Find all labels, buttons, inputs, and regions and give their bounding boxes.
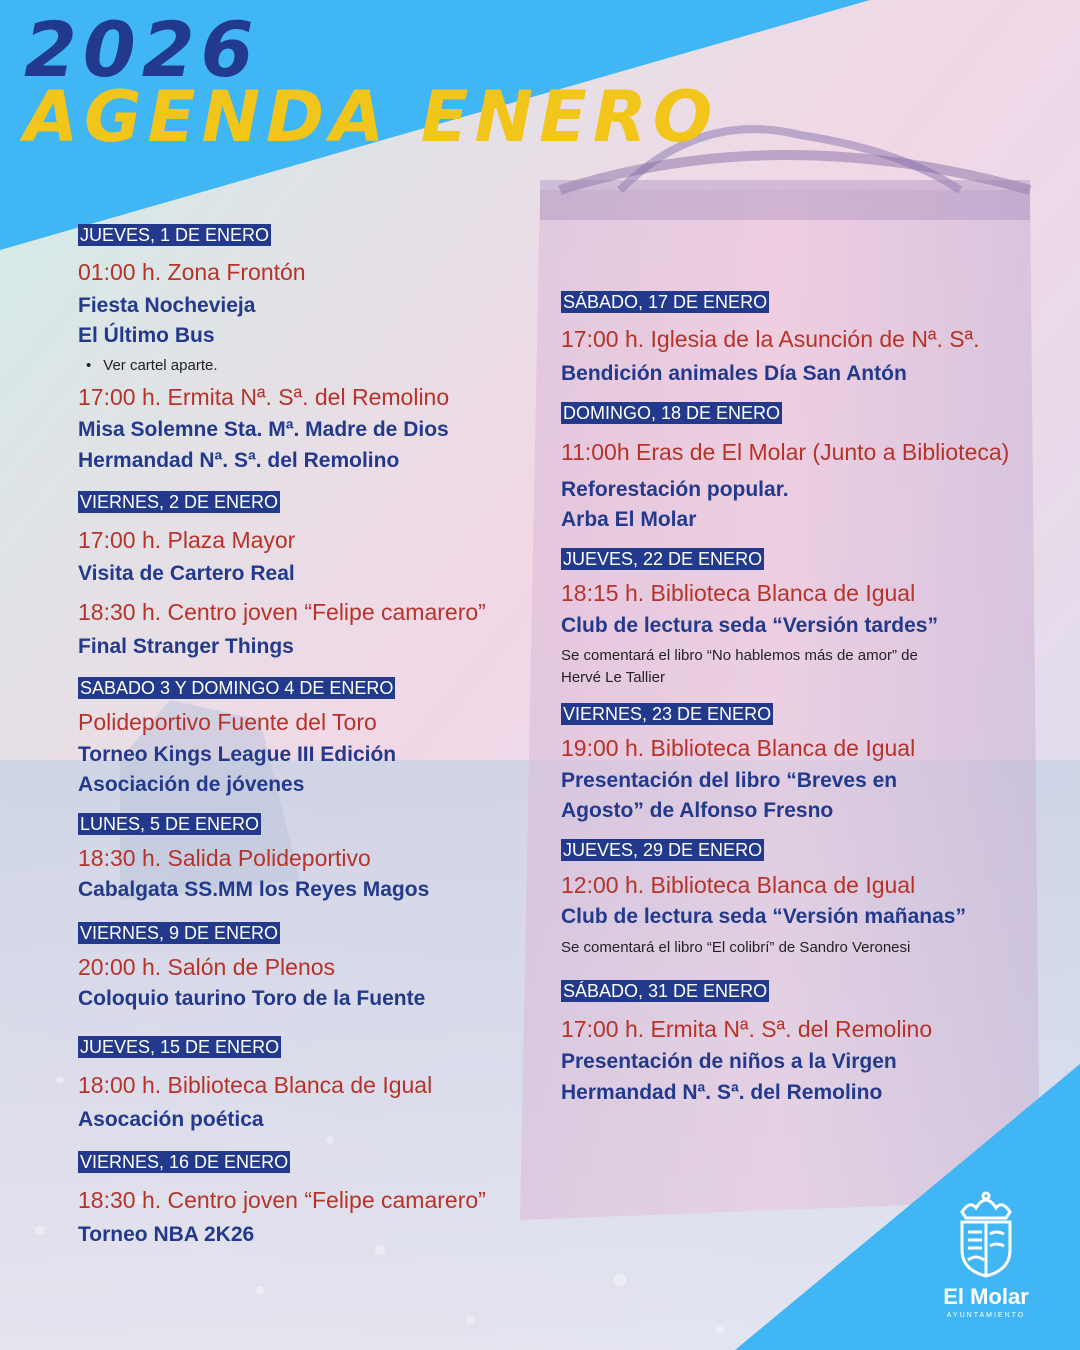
event-date: VIERNES, 16 DE ENERO <box>80 1152 289 1172</box>
event-time-place: 17:00 h. Iglesia de la Asunción de Nª. Sª. <box>561 326 980 352</box>
event-date: SÁBADO, 17 DE ENERO <box>563 292 768 312</box>
event-description: Hermandad Nª. Sª. del Remolino <box>561 1081 883 1104</box>
event-description: Presentación del libro “Breves en <box>561 769 898 792</box>
event-time-place: 18:30 h. Centro joven “Felipe camarero” <box>78 599 486 625</box>
event-date: VIERNES, 9 DE ENERO <box>80 923 279 943</box>
event-description: Misa Solemne Sta. Mª. Madre de Dios <box>78 418 449 441</box>
event-description: Reforestación popular. <box>561 478 789 501</box>
event-time-place: 17:00 h. Ermita Nª. Sª. del Remolino <box>561 1016 933 1042</box>
logo-name: El Molar <box>943 1284 1029 1309</box>
event-description: Arba El Molar <box>561 508 697 531</box>
event-description: Final Stranger Things <box>78 635 294 658</box>
event-description: Presentación de niños a la Virgen <box>561 1050 897 1073</box>
event-time-place: 17:00 h. Plaza Mayor <box>78 527 296 553</box>
event-time-place: 18:30 h. Centro joven “Felipe camarero” <box>78 1187 486 1213</box>
event-time-place: 11:00h Eras de El Molar (Junto a Biblioteca) <box>561 439 1010 465</box>
year-heading: 2026 <box>24 5 260 94</box>
event-description: Asociación de jóvenes <box>78 773 305 796</box>
coat-of-arms-icon <box>954 1190 1018 1280</box>
event-description: Bendición animales Día San Antón <box>561 362 907 385</box>
event-time-place: 01:00 h. Zona Frontón <box>78 259 306 285</box>
event-date: JUEVES, 15 DE ENERO <box>80 1037 280 1057</box>
event-date: JUEVES, 22 DE ENERO <box>563 549 763 569</box>
event-time-place: 18:30 h. Salida Polideportivo <box>78 845 371 871</box>
event-note: Se comentará el libro “El colibrí” de Sandro Veronesi <box>561 939 911 956</box>
event-time-place: 17:00 h. Ermita Nª. Sª. del Remolino <box>78 384 450 410</box>
event-date: VIERNES, 2 DE ENERO <box>80 492 279 512</box>
event-description: El Último Bus <box>78 324 215 347</box>
event-date: DOMINGO, 18 DE ENERO <box>563 403 781 423</box>
event-note: Hervé Le Tallier <box>561 669 665 686</box>
event-date: JUEVES, 1 DE ENERO <box>80 225 270 245</box>
event-description: Torneo Kings League III Edición <box>78 743 397 766</box>
event-description: Fiesta Nochevieja <box>78 294 256 317</box>
event-date: JUEVES, 29 DE ENERO <box>563 840 763 860</box>
event-description: Club de lectura seda “Versión mañanas” <box>561 905 966 928</box>
event-description: Agosto” de Alfonso Fresno <box>561 799 834 822</box>
event-description: Visita de Cartero Real <box>78 562 295 585</box>
event-time-place: Polideportivo Fuente del Toro <box>78 709 377 735</box>
event-note: Se comentará el libro “No hablemos más de amor” de <box>561 647 918 664</box>
event-description: Club de lectura seda “Versión tardes” <box>561 614 938 637</box>
event-date: SÁBADO, 31 DE ENERO <box>563 981 768 1001</box>
event-description: Hermandad Nª. Sª. del Remolino <box>78 449 400 472</box>
event-time-place: 20:00 h. Salón de Plenos <box>78 954 336 980</box>
event-description: Torneo NBA 2K26 <box>78 1223 255 1246</box>
event-date: LUNES, 5 DE ENERO <box>80 814 260 834</box>
event-time-place: 12:00 h. Biblioteca Blanca de Igual <box>561 872 916 898</box>
el-molar-logo <box>926 1190 1046 1319</box>
event-time-place: 18:15 h. Biblioteca Blanca de Igual <box>561 580 916 606</box>
event-date: SABADO 3 Y DOMINGO 4 DE ENERO <box>80 678 394 698</box>
agenda-title: AGENDA ENERO <box>24 76 719 158</box>
event-description: Asocación poética <box>78 1108 264 1131</box>
event-note: • Ver cartel aparte. <box>78 355 218 377</box>
event-time-place: 19:00 h. Biblioteca Blanca de Igual <box>561 735 916 761</box>
event-time-place: 18:00 h. Biblioteca Blanca de Igual <box>78 1072 433 1098</box>
event-description: Coloquio taurino Toro de la Fuente <box>78 987 426 1010</box>
event-date: VIERNES, 23 DE ENERO <box>563 704 772 724</box>
logo-subtitle: AYUNTAMIENTO <box>946 1312 1026 1319</box>
event-description: Cabalgata SS.MM los Reyes Magos <box>78 878 430 901</box>
